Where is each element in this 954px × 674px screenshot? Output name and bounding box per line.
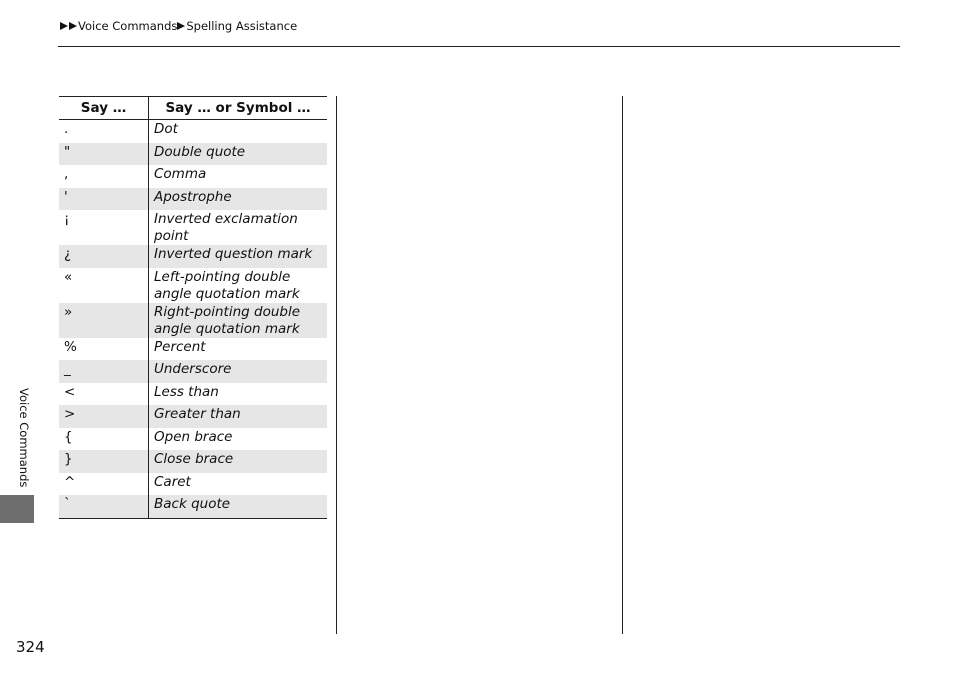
- breadcrumb: [60, 19, 297, 33]
- spoken-word-cell: Double quote: [149, 143, 328, 166]
- spoken-word-cell: Close brace: [149, 450, 328, 473]
- column-divider: [336, 96, 337, 634]
- symbol-cell: ,: [59, 165, 149, 188]
- symbol-cell: «: [59, 268, 149, 303]
- spoken-word-cell: Inverted question mark: [149, 245, 328, 268]
- symbol-cell: `: [59, 495, 149, 518]
- spoken-word-cell: Open brace: [154, 428, 233, 445]
- symbol-cell: ¡: [59, 210, 149, 245]
- table-row: [59, 450, 327, 473]
- spoken-word-cell: Comma: [154, 166, 207, 182]
- table-row: [59, 143, 327, 166]
- spoken-word-cell: Less than: [154, 383, 219, 400]
- spoken-word-cell: Greater than: [149, 405, 328, 428]
- symbol-cell: %: [59, 338, 149, 361]
- table-row: [59, 188, 327, 211]
- column-header-symbol: Say … or Symbol …: [149, 97, 328, 120]
- section-tab: [0, 495, 34, 523]
- triangle-right-icon: [60, 22, 68, 30]
- table-row: [59, 360, 327, 383]
- symbol-cell: >: [59, 405, 149, 428]
- symbol-cell: ¿: [59, 245, 149, 268]
- spoken-word-cell: Right-pointing double angle quotation mark: [149, 303, 328, 338]
- triangle-right-icon: [177, 22, 185, 30]
- spoken-word-cell: Apostrophe: [149, 188, 328, 211]
- column-header-say: Say …: [59, 97, 149, 120]
- table-header-row: [59, 97, 327, 120]
- table-row: [59, 405, 327, 428]
- spoken-word-cell: Underscore: [149, 360, 328, 383]
- header-rule: [58, 46, 900, 47]
- page-number: 324: [16, 638, 45, 656]
- column-divider: [622, 96, 623, 634]
- spoken-word-cell: Dot: [154, 121, 178, 137]
- table-row: [59, 428, 327, 451]
- symbol-cell: ": [59, 143, 149, 166]
- table-row: [59, 383, 327, 406]
- table-row: [59, 495, 327, 518]
- symbol-cell: }: [59, 450, 149, 473]
- table-row: [59, 210, 327, 245]
- spelling-table: [59, 96, 327, 519]
- spoken-word-cell: Caret: [154, 473, 191, 490]
- table-row: [59, 120, 327, 143]
- symbol-cell: »: [59, 303, 149, 338]
- symbol-cell: <: [59, 383, 149, 406]
- triangle-right-icon: [69, 22, 77, 30]
- table-row: [59, 165, 327, 188]
- breadcrumb-item: Voice Commands: [78, 19, 178, 33]
- table-row: [59, 268, 327, 303]
- breadcrumb-item: Spelling Assistance: [186, 19, 298, 33]
- side-section-label: [17, 388, 33, 490]
- side-label-text: Voice Commands: [17, 388, 31, 488]
- symbol-cell: ^: [59, 473, 149, 496]
- symbol-cell: {: [59, 428, 149, 451]
- table-row: [59, 303, 327, 338]
- symbol-cell: .: [59, 120, 149, 143]
- spoken-word-cell: Inverted exclamation point: [154, 211, 298, 244]
- symbol-cell: ': [59, 188, 149, 211]
- spoken-word-cell: Percent: [154, 338, 206, 355]
- table-row: [59, 245, 327, 268]
- spoken-word-cell: Left-pointing double angle quotation mark: [154, 268, 300, 302]
- table-row: [59, 473, 327, 496]
- table-row: [59, 338, 327, 361]
- spoken-word-cell: Back quote: [149, 495, 328, 518]
- symbol-cell: _: [59, 360, 149, 383]
